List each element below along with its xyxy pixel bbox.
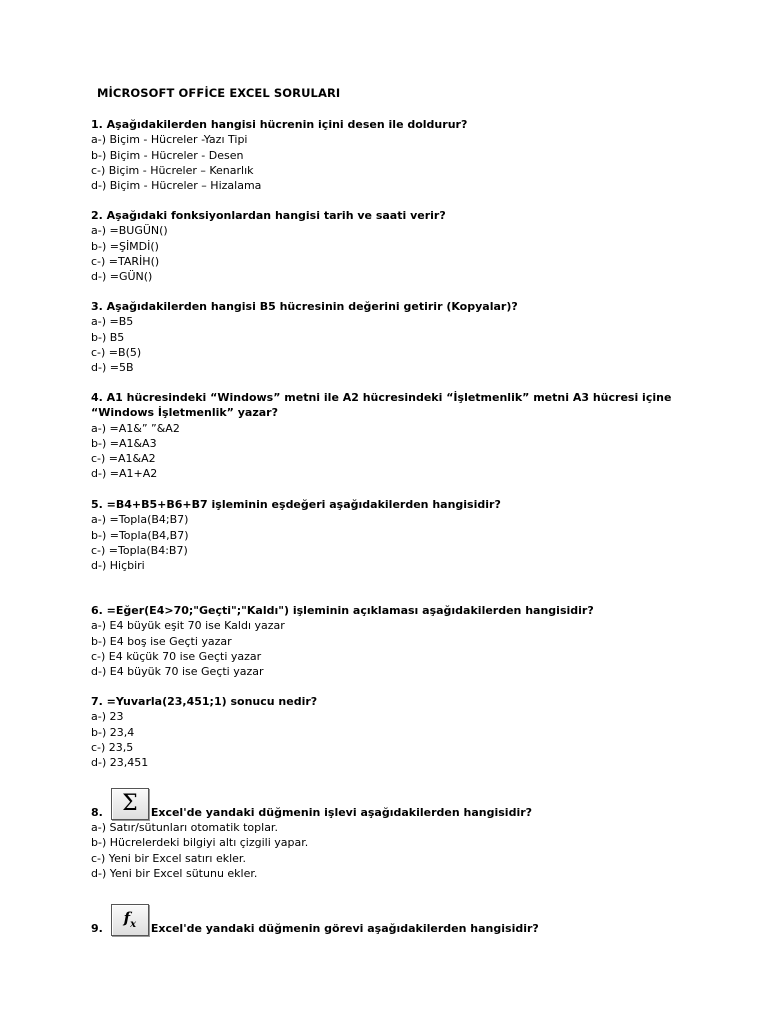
- question-text: 2. Aşağıdaki fonksiyonlardan hangisi tarih ve saati verir?: [91, 209, 446, 222]
- option-c: c-) =B(5): [91, 345, 142, 359]
- question-8: [91, 788, 532, 881]
- option-b: b-) =Topla(B4,B7): [91, 528, 189, 542]
- option-b: b-) =ŞİMDİ(): [91, 239, 159, 253]
- question-text: Excel'de yandaki düğmenin işlevi aşağıdakilerden hangisidir?: [150, 805, 533, 819]
- question-text: 6. =Eğer(E4>70;"Geçti";"Kaldı") işleminin açıklaması aşağıdakilerden hangisidir?: [91, 604, 594, 617]
- fx-glyph-x: x: [130, 918, 137, 930]
- fx-glyph: [123, 908, 137, 930]
- option-a: a-) =B5: [91, 315, 134, 329]
- question-3: [91, 299, 518, 375]
- question-1: [91, 117, 467, 193]
- question-7: [91, 694, 317, 770]
- option-d: d-) Yeni bir Excel sütunu ekler.: [91, 866, 258, 880]
- option-c: c-) =Topla(B4:B7): [91, 543, 188, 557]
- sigma-glyph: Σ: [122, 791, 138, 816]
- option-d: d-) =GÜN(): [91, 270, 153, 284]
- option-a: a-) E4 büyük eşit 70 ise Kaldı yazar: [91, 619, 285, 633]
- option-d: d-) 23,451: [91, 756, 149, 770]
- option-c: c-) Biçim - Hücreler – Kenarlık: [91, 163, 254, 177]
- question-6: [91, 603, 594, 679]
- question-text: 1. Aşağıdakilerden hangisi hücrenin içini desen ile doldurur?: [91, 118, 468, 131]
- page-title: MİCROSOFT OFFİCE EXCEL SORULARI: [97, 86, 341, 100]
- option-a: a-) Satır/sütunları otomatik toplar.: [91, 821, 278, 834]
- option-a: a-) Biçim - Hücreler -Yazı Tipi: [91, 133, 248, 147]
- insert-function-fx-icon: [111, 904, 149, 936]
- option-a: a-) 23: [91, 710, 124, 724]
- option-c: c-) Yeni bir Excel satırı ekler.: [91, 851, 246, 865]
- question-number: 9.: [91, 921, 103, 935]
- option-d: d-) Hiçbiri: [91, 559, 145, 573]
- question-text: 7. =Yuvarla(23,451;1) sonucu nedir?: [91, 695, 318, 708]
- autosum-sigma-icon: [111, 788, 149, 820]
- option-b: b-) Hücrelerdeki bilgiyi altı çizgili yapar.: [91, 836, 309, 850]
- option-c: c-) =TARİH(): [91, 254, 160, 268]
- option-d: d-) =5B: [91, 361, 134, 375]
- question-2: [91, 208, 446, 284]
- question-4: [91, 390, 671, 482]
- option-b: b-) B5: [91, 330, 125, 344]
- question-text: Excel'de yandaki düğmenin görevi aşağıdakilerden hangisidir?: [150, 921, 539, 935]
- option-c: c-) E4 küçük 70 ise Geçti yazar: [91, 649, 262, 663]
- option-a: a-) =A1&” ”&A2: [91, 421, 180, 435]
- question-text: 4. A1 hücresindeki “Windows” metni ile A2 hücresindeki “İşletmenlik” metni A3 hücresi içine “Windows İşletmenlik” yazar?: [91, 391, 672, 420]
- option-c: c-) =A1&A2: [91, 452, 156, 466]
- option-b: b-) =A1&A3: [91, 436, 157, 450]
- question-5: [91, 497, 501, 573]
- question-9: [91, 904, 539, 936]
- option-d: d-) E4 büyük 70 ise Geçti yazar: [91, 665, 264, 679]
- option-c: c-) 23,5: [91, 740, 134, 754]
- question-text: 5. =B4+B5+B6+B7 işleminin eşdeğeri aşağıdakilerden hangisidir?: [91, 498, 501, 511]
- option-b: b-) Biçim - Hücreler - Desen: [91, 148, 244, 162]
- fx-glyph-f: f: [123, 908, 131, 927]
- question-number: 8.: [91, 805, 103, 819]
- question-header: [91, 788, 532, 820]
- option-b: b-) E4 boş ise Geçti yazar: [91, 634, 232, 648]
- option-d: d-) =A1+A2: [91, 467, 158, 481]
- question-text: 3. Aşağıdakilerden hangisi B5 hücresinin değerini getirir (Kopyalar)?: [91, 300, 518, 313]
- option-b: b-) 23,4: [91, 725, 135, 739]
- option-a: a-) =BUGÜN(): [91, 224, 168, 238]
- question-header: [91, 904, 539, 936]
- option-d: d-) Biçim - Hücreler – Hizalama: [91, 179, 262, 193]
- option-a: a-) =Topla(B4;B7): [91, 513, 189, 527]
